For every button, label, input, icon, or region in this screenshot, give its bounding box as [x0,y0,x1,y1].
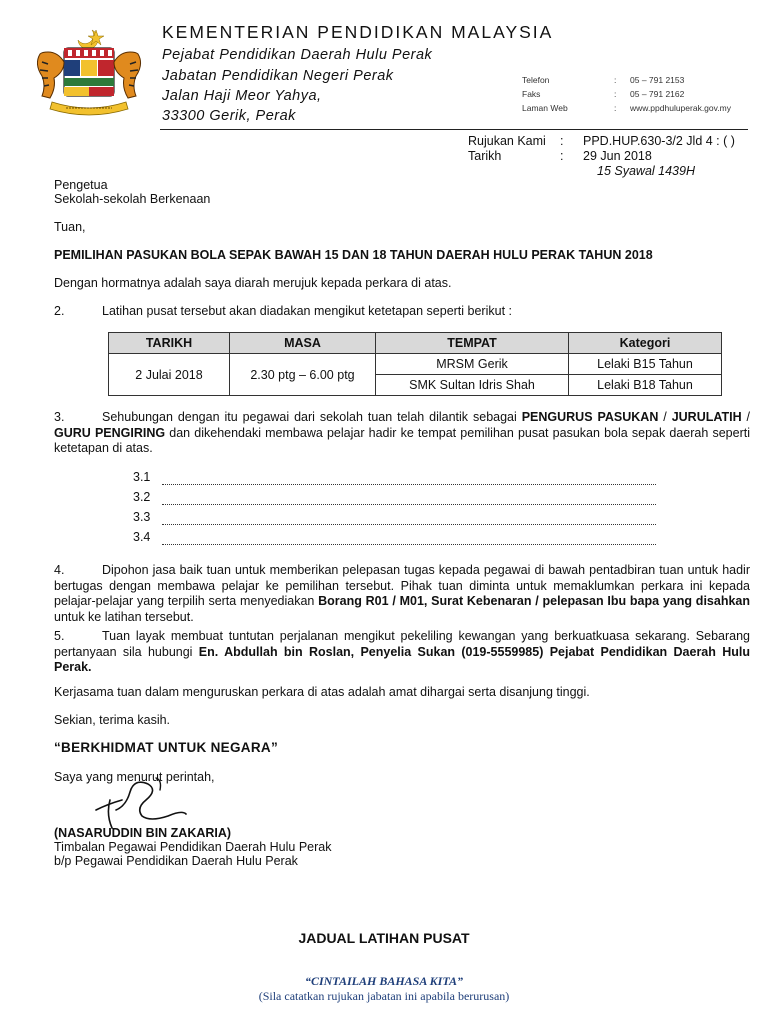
blank-line-label: 3.1 [133,470,151,484]
reference-number: PPD.HUP.630-3/2 Jld 4 : ( ) [583,134,735,148]
table-header: Kategori [569,333,722,354]
signatory-title: b/p Pegawai Pendidikan Daerah Hulu Perak [54,854,298,868]
blank-line-label: 3.2 [133,490,151,504]
contact-colon: : [614,103,617,113]
contact-label: Telefon [522,75,550,85]
contact-website-link[interactable]: www.ppdhuluperak.gov.my [630,103,731,113]
paragraph-4: 4. Dipohon jasa baik tuan untuk memberikan pelepasan tugas kepada pegawai di bawah pentadbiran tuan untuk hadir bertugas dengan membawa pelajar ke pemilihan tersebut. Pihak tuan diminta untuk memaklumkan perkara ini kepada pelajar-pelajar yang terpilih serta menyediakan Borang R01 / M01, Surat Kebenaran / pelepasan Ibu bapa yang disahkan untuk ke latihan tersebut. [54,563,750,624]
contact-label: Laman Web [522,103,568,113]
date-colon: : [560,149,564,163]
paragraph-5: 5. Tuan layak membuat tuntutan perjalanan mengikut pekeliling kewangan yang berkuatkuasa sekarang. Sebarang pertanyaan sila hubungi En. Abdullah bin Roslan, Penyelia Sukan (019-5559985) Pejabat Pendidikan Daerah Hulu Perak. [54,629,750,674]
recipient-line: Pengetua [54,178,108,192]
office-line: Jabatan Pendidikan Negeri Perak [162,68,394,84]
table-header: TEMPAT [376,333,569,354]
blank-line-label: 3.3 [133,510,151,524]
salutation: Tuan, [54,220,86,234]
paragraph-number: 2. [54,304,65,318]
table-cell-category: Lelaki B18 Tahun [569,375,722,396]
table-cell-category: Lelaki B15 Tahun [569,354,722,375]
contact-fax: 05 – 791 2162 [630,89,685,99]
table-cell-date: 2 Julai 2018 [109,354,230,396]
contact-phone: 05 – 791 2153 [630,75,685,85]
page-title: JADUAL LATIHAN PUSAT [298,930,470,946]
signatory-title: Timbalan Pegawai Pendidikan Daerah Hulu Perak [54,840,332,854]
footer-slogan: “CINTAILAH BAHASA KITA” [304,974,464,988]
date-label: Tarikh [468,149,502,163]
contact-colon: : [614,75,617,85]
signature-image [88,770,238,832]
paragraph-1: Dengan hormatnya adalah saya diarah merujuk kepada perkara di atas. [54,276,452,290]
paragraph-2 [54,304,512,320]
paragraph-3: 3. Sehubungan dengan itu pegawai dari sekolah tuan telah dilantik sebagai PENGURUS PASUKAN / JURULATIH / GURU PENGIRING dan dikehendaki membawa pelajar hadir ke tempat pemilihan pusat pasukan bola sepak daerah seperti ketetapan di atas. [54,410,750,455]
schedule-table [108,332,722,396]
paragraph-6: Kerjasama tuan dalam menguruskan perkara di atas adalah amat dihargai serta disanjung tinggi. [54,685,590,699]
recipient-line: Sekolah-sekolah Berkenaan [54,192,211,206]
table-cell-place: MRSM Gerik [376,354,569,375]
paragraph-number: 5. [54,629,65,643]
hijri-date: 15 Syawal 1439H [597,164,695,178]
contact-label: Faks [522,89,541,99]
contact-colon: : [614,89,617,99]
motto: “BERKHIDMAT UNTUK NEGARA” [54,740,278,755]
header-divider [160,129,748,130]
reference-colon: : [560,134,564,148]
subject-heading: PEMILIHAN PASUKAN BOLA SEPAK BAWAH 15 DAN 18 TAHUN DAERAH HULU PERAK TAHUN 2018 [54,248,653,262]
coat-of-arms-icon [30,24,148,116]
table-cell-place: SMK Sultan Idris Shah [376,375,569,396]
table-cell-time: 2.30 ptg – 6.00 ptg [230,354,376,396]
ministry-name: KEMENTERIAN PENDIDIKAN MALAYSIA [162,22,554,42]
footer-note: (Sila catatkan rujukan jabatan ini apabila berurusan) [258,989,510,1003]
signatory-name: (NASARUDDIN BIN ZAKARIA) [54,826,232,840]
closing: Sekian, terima kasih. [54,713,171,727]
blank-line [162,523,656,525]
table-header: MASA [230,333,376,354]
paragraph-number: 4. [54,563,65,577]
blank-line-label: 3.4 [133,530,151,544]
office-line: Jalan Haji Meor Yahya, [162,88,322,104]
office-line: Pejabat Pendidikan Daerah Hulu Perak [162,47,433,63]
blank-line [162,503,656,505]
table-header: TARIKH [109,333,230,354]
date-value: 29 Jun 2018 [583,149,652,163]
blank-line [162,543,656,545]
office-line: 33300 Gerik, Perak [162,108,296,124]
blank-line [162,483,656,485]
reference-label: Rujukan Kami [468,134,546,148]
sign-off: Saya yang menurut perintah, [54,770,215,784]
paragraph-text: Latihan pusat tersebut akan diadakan mengikut ketetapan seperti berikut : [102,304,512,318]
paragraph-number: 3. [54,410,65,424]
